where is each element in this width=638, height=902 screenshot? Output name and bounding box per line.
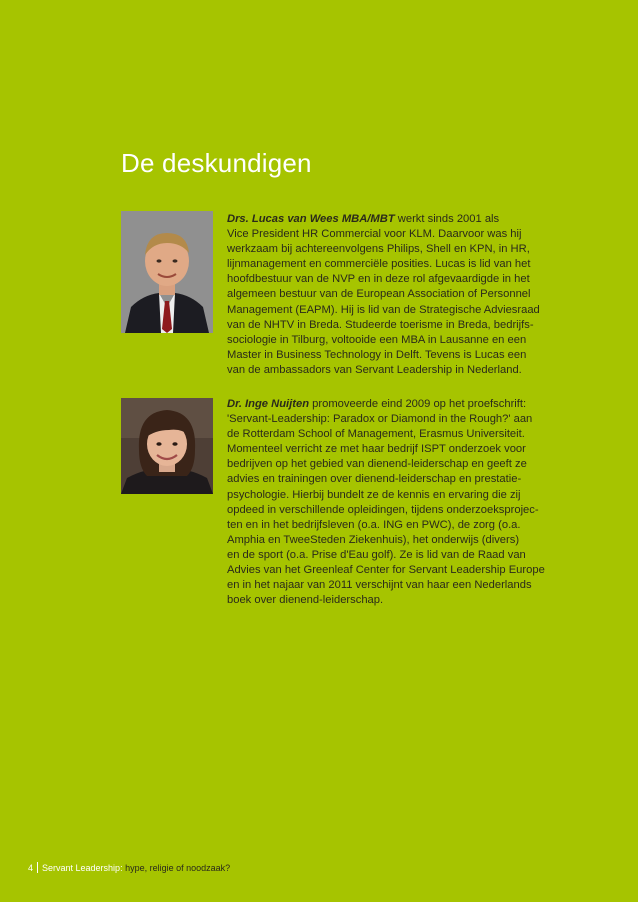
bio-line: werkzaam bij achtereenvolgens Philips, Shell en KPN, in HR, — [227, 243, 530, 256]
bio-line: Momenteel verricht ze met haar bedrijf ISPT onderzoek voor — [227, 443, 526, 456]
portrait-image — [121, 211, 213, 333]
expert-bio-inge-nuijten — [227, 397, 545, 608]
bio-line: 'Servant-Leadership: Paradox or Diamond in the Rough?' aan — [227, 413, 533, 426]
bio-line: Vice President HR Commercial voor KLM. Daarvoor was hij — [227, 228, 522, 241]
bio-line: lijnmanagement en commerciële posities. Lucas is lid van het — [227, 258, 531, 271]
portrait-photo-lucas-van-wees — [121, 211, 213, 333]
bio-line: en de sport (o.a. Prise d'Eau golf). Ze is lid van de Raad van — [227, 548, 526, 561]
bio-line: hoofdbestuur van de NVP en in deze rol afgevaardigde in het — [227, 273, 530, 286]
footer-divider — [37, 862, 38, 873]
portrait-photo-inge-nuijten — [121, 398, 213, 520]
expert-bio-lucas-van-wees — [227, 212, 540, 378]
bio-line: bedrijven op het gebied van dienend-leiderschap en geeft ze — [227, 458, 527, 471]
bio-line: Amphia en TweeSteden Ziekenhuis), het onderwijs (divers) — [227, 533, 520, 546]
bio-text: werkt sinds 2001 als — [394, 213, 500, 225]
bio-line: en in het najaar van 2011 verschijnt van haar een Nederlands — [227, 579, 532, 592]
bio-line: algemeen bestuur van de European Association of Personnel — [227, 288, 531, 301]
bio-line: opdeed in verschillende opleidingen, tijdens onderzoeksprojec- — [227, 503, 539, 516]
page-heading: De deskundigen — [121, 148, 312, 178]
expert-name: Drs. Lucas van Wees MBA/MBT — [227, 213, 395, 225]
footer-title: Servant Leadership: — [42, 863, 123, 873]
bio-line: van de ambassadors van Servant Leadership in Nederland. — [227, 363, 522, 376]
bio-line: boek over dienend-leiderschap. — [227, 594, 384, 607]
bio-text: promoveerde eind 2009 op het proefschrift: — [309, 398, 527, 410]
bio-line: advies en trainingen over dienend-leiderschap en prestatie- — [227, 473, 522, 486]
bio-line: psychologie. Hierbij bundelt ze de kennis en ervaring die zij — [227, 488, 521, 501]
bio-line: Management (EAPM). Hij is lid van de Strategische Adviesraad — [227, 303, 540, 316]
bio-line: Master in Business Technology in Delft. Tevens is Lucas een — [227, 348, 527, 361]
portrait-image — [121, 398, 213, 494]
bio-first-line — [227, 397, 533, 412]
bio-line: sociologie in Tilburg, voltooide een MBA in Lausanne en een — [227, 333, 527, 346]
bio-line: ten en in het bedrijfsleven (o.a. ING en PWC), de zorg (o.a. — [227, 518, 521, 531]
expert-name: Dr. Inge Nuijten — [227, 398, 310, 410]
footer-subtitle: hype, religie of noodzaak? — [122, 863, 231, 873]
page-footer — [28, 862, 230, 873]
page-number: 4 — [28, 863, 34, 873]
bio-line: Advies van het Greenleaf Center for Servant Leadership Europe — [227, 564, 545, 577]
bio-line: de Rotterdam School of Management, Erasmus Universiteit. — [227, 428, 525, 441]
bio-line: van de NHTV in Breda. Studeerde toerisme in Breda, bedrijfs- — [227, 318, 534, 331]
bio-first-line — [227, 212, 533, 227]
